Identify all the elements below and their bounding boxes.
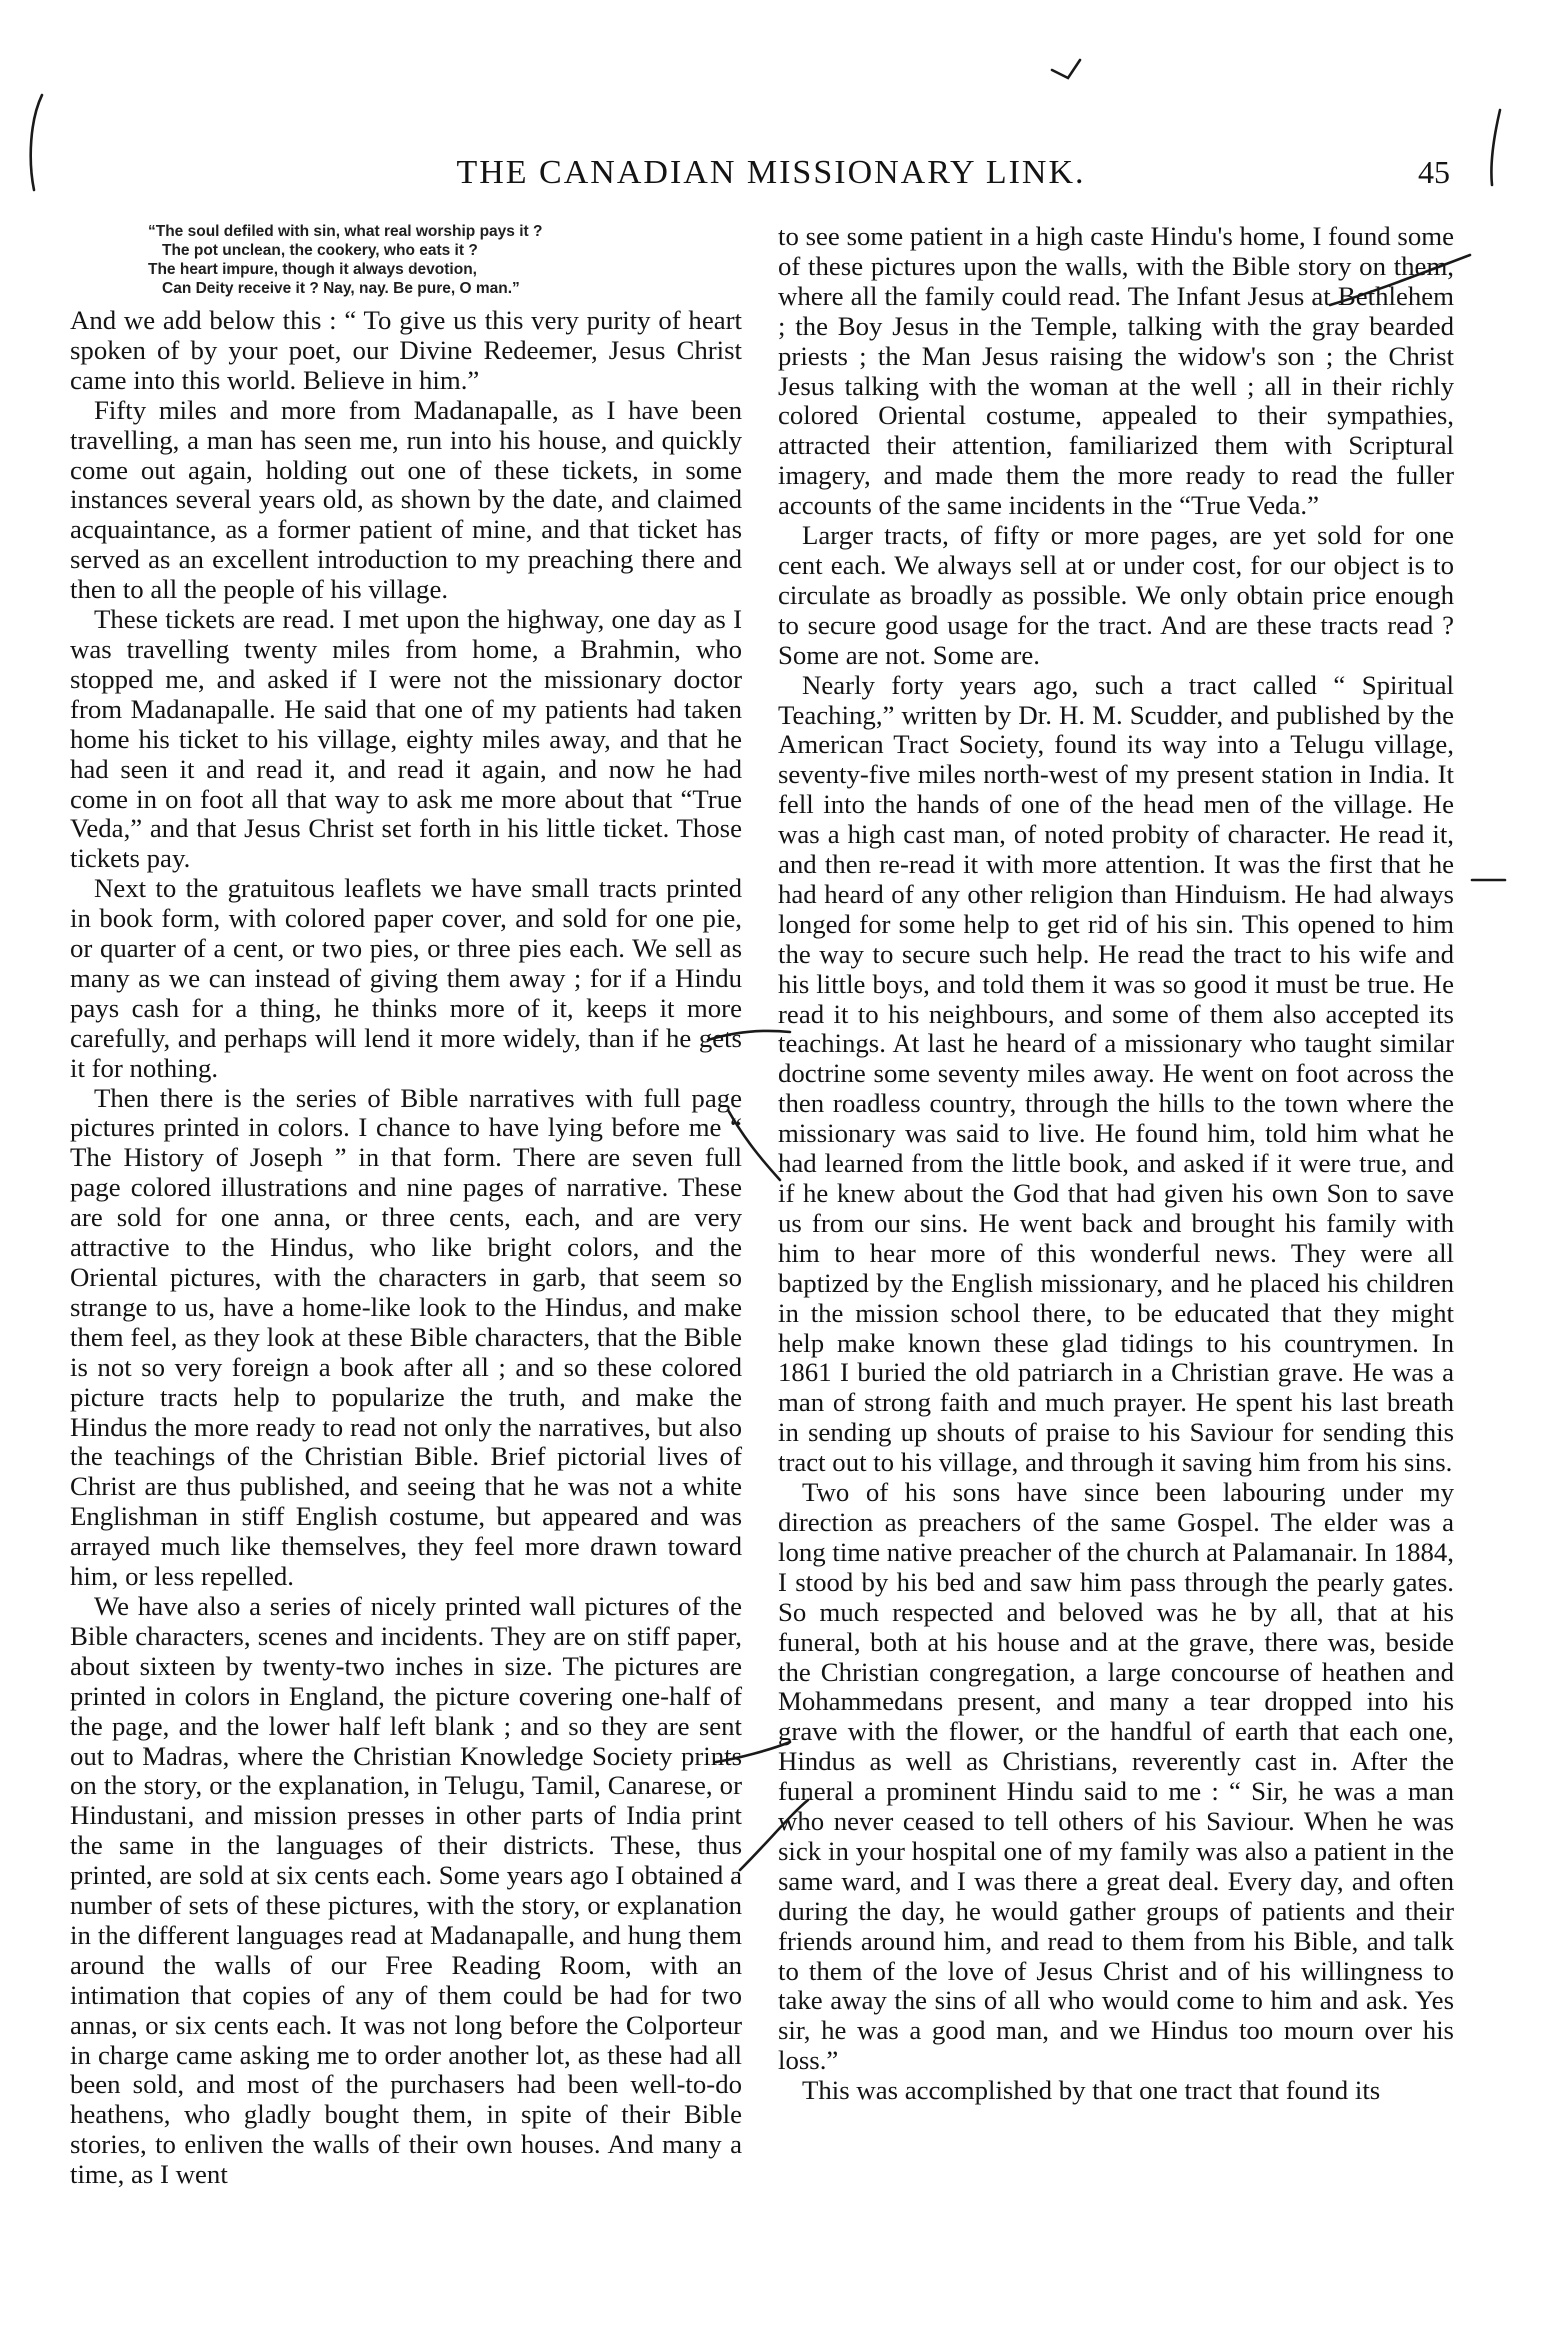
poem-line: Can Deity receive it ? Nay, nay. Be pure, O man.” (162, 280, 520, 297)
paragraph: to see some patient in a high caste Hindu's home, I found some of these pictures upon the walls, with the Bible story on them, where all the family could read. The Infant Jesus at Bethlehem ; the Boy Jesus in the Temple, talking with the gray bearded priests ; the Man Jesus raising the widow's son ; the Christ Jesus talking with the woman at the well ; all in their richly colored Oriental costume, appealed to their sympathies, attracted their attention, familiarized them with Scriptural imagery, and made them the more ready to read the fuller accounts of the same incidents in the “True Veda.” (778, 221, 1454, 521)
paragraph: And we add below this : “ To give us this very purity of heart spoken of by your poet, our Divine Redeemer, Jesus Christ came into this world. Believe in him.” (70, 305, 742, 395)
poem-line: The heart impure, though it always devotion, (148, 261, 477, 278)
paragraph: These tickets are read. I met upon the highway, one day as I was travelling twenty miles from home, a Brahmin, who stopped me, and asked if I were not the missionary doctor from Madanapalle. He said that one of my patients had taken home his ticket to his village, eighty miles away, and that he had seen it and read it, and read it again, and now he had come in on foot all that way to ask me more about that “True Veda,” and that Jesus Christ set forth in his little ticket. Those tickets pay. (70, 604, 742, 874)
journal-title: THE CANADIAN MISSIONARY LINK. (456, 154, 1086, 191)
paragraph: This was accomplished by that one tract that found its (802, 2075, 1381, 2106)
paragraph: Fifty miles and more from Madanapalle, as I have been travelling, a man has seen me, run into his house, and quickly come out again, holding out one of these tickets, in some instances several years old, as shown by the date, and claimed acquaintance, as a former patient of mine, and that ticket has served as an excellent introduction to my preaching there and then to all the people of his village. (70, 394, 742, 605)
poem-line: The pot unclean, the cookery, who eats it ? (162, 242, 478, 259)
paragraph: Next to the gratuitous leaflets we have small tracts printed in book form, with colored paper cover, and sold for one pie, or quarter of a cent, or two pies, or three pies each. We sell as many as we can instead of giving them away ; for if a Hindu pays cash for a thing, he thinks more of it, keeps it more carefully, and perhaps will lend it more widely, than if he gets it for nothing. (70, 873, 742, 1083)
left-column (70, 222, 742, 2190)
page-header (0, 150, 1542, 200)
poem-line: “The soul defiled with sin, what real worship pays it ? (148, 223, 543, 240)
right-column (778, 222, 1454, 2106)
paragraph: Larger tracts, of fifty or more pages, are yet sold for one cent each. We always sell at or under cost, for our object is to circulate as broadly as possible. We only obtain price enough to secure good usage for the tract. And are these tracts read ? Some are not. Some are. (778, 520, 1454, 670)
poem-quote (148, 222, 742, 298)
margin-check-mark (1052, 60, 1080, 78)
paragraph: Then there is the series of Bible narratives with full page pictures printed in colors. I chance to have lying before me “ The History of Joseph ” in that form. There are seven full page colored illustrations and nine pages of narrative. These are sold for one anna, or three cents, each, and are very attractive to the Hindus, who like bright colors, and the Oriental pictures, with the characters in garb, that seem so strange to us, have a home-like look to the Hindus, and make them feel, as they look at these Bible characters, that the Bible is not so very foreign a book after all ; and so these colored picture tracts help to popularize the truth, and make the Hindus the more ready to read not only the narratives, but also the teachings of the Christian Bible. Brief pictorial lives of Christ are thus published, and seeing that he was not a white Englishman in stiff English costume, but appeared and was arrayed much like themselves, they feel more drawn toward him, or less repelled. (70, 1082, 742, 1592)
paragraph: Nearly forty years ago, such a tract called “ Spiritual Teaching,” written by Dr. H. M. Scudder, and published by the American Tract Society, found its way into a Telugu village, seventy-five miles north-west of my present station in India. It fell into the hands of one of the head men of the village. He was a high cast man, of noted probity of character. He read it, and then re-read it with more attention. It was the first that he had heard of any other religion than Hinduism. He had always longed for some help to get rid of his sin. This opened to him the way to secure such help. He read the tract to his wife and his little boys, and told them it was so good it must be true. He read it to his neighbours, and some of them also accepted its teachings. At last he heard of a missionary who taught similar doctrine some seventy miles away. He went on foot across the then roadless country, through the hills to the town where the missionary was said to live. He found him, told him what he had learned from the little book, and asked if it were true, and if he knew about the God that had given his own Son to save us from our sins. He went back and brought his family with him to hear more of this wonderful news. They were all baptized by the English missionary, and he placed his children in the mission school there, to be educated that they might help make known these glad tidings to his countrymen. In 1861 I buried the old patriarch in a Christian grave. He was a man of strong faith and much prayer. He spent his last breath in sending up shouts of praise to his Saviour for sending this tract out to his village, and through it saving him from his sins. (778, 669, 1454, 1478)
page-number: 45 (1418, 154, 1450, 190)
paragraph: Two of his sons have since been labouring under my direction as preachers of the same Gospel. The elder was a long time native preacher of the church at Palamanair. In 1884, I stood by his bed and saw him pass through the pearly gates. So much respected and beloved was he by all, that at his funeral, both at his house and at the grave, there was, beside the Christian congregation, a large concourse of heathen and Mohammedans present, and many a tear dropped into his grave with the flower, or the handful of earth that each one, Hindus as well as Christians, reverently cast in. After the funeral a prominent Hindu said to me : “ Sir, he was a man who never ceased to tell others of his Saviour. When he was sick in your hospital one of my family was also a patient in the same ward, and I was there a great deal. Every day, and often during the day, he would gather groups of patients and their friends around him, and read to them from his Bible, and talk to them of the love of Jesus Christ and of his willingness to take away the sins of all who would come to him and ask. Yes sir, he was a good man, and we Hindus too mourn over his loss.” (778, 1477, 1454, 2076)
paragraph: We have also a series of nicely printed wall pictures of the Bible characters, scenes and incidents. They are on stiff paper, about sixteen by twenty-two inches in size. The pictures are printed in colors in England, the picture covering one-half of the page, and the lower half left blank ; and so they are sent out to Madras, where the Christian Knowledge Society prints on the story, or the explanation, in Telugu, Tamil, Canarese, or Hindustani, and mission presses in other parts of India print the same in the languages of their districts. These, thus printed, are sold at six cents each. Some years ago I obtained a number of sets of these pictures, with the story, or explanation in the different languages read at Madanapalle, and hung them around the walls of our Free Reading Room, with an intimation that copies of any of them could be had for two annas, or six cents each. It was not long before the Colporteur in charge came asking me to order another lot, as these had all been sold, and most of the purchasers had been well-to-do heathens, who gladly bought them, in spite of their Bible stories, to enliven the walls of their own houses. And many a time, as I went (70, 1590, 742, 2190)
